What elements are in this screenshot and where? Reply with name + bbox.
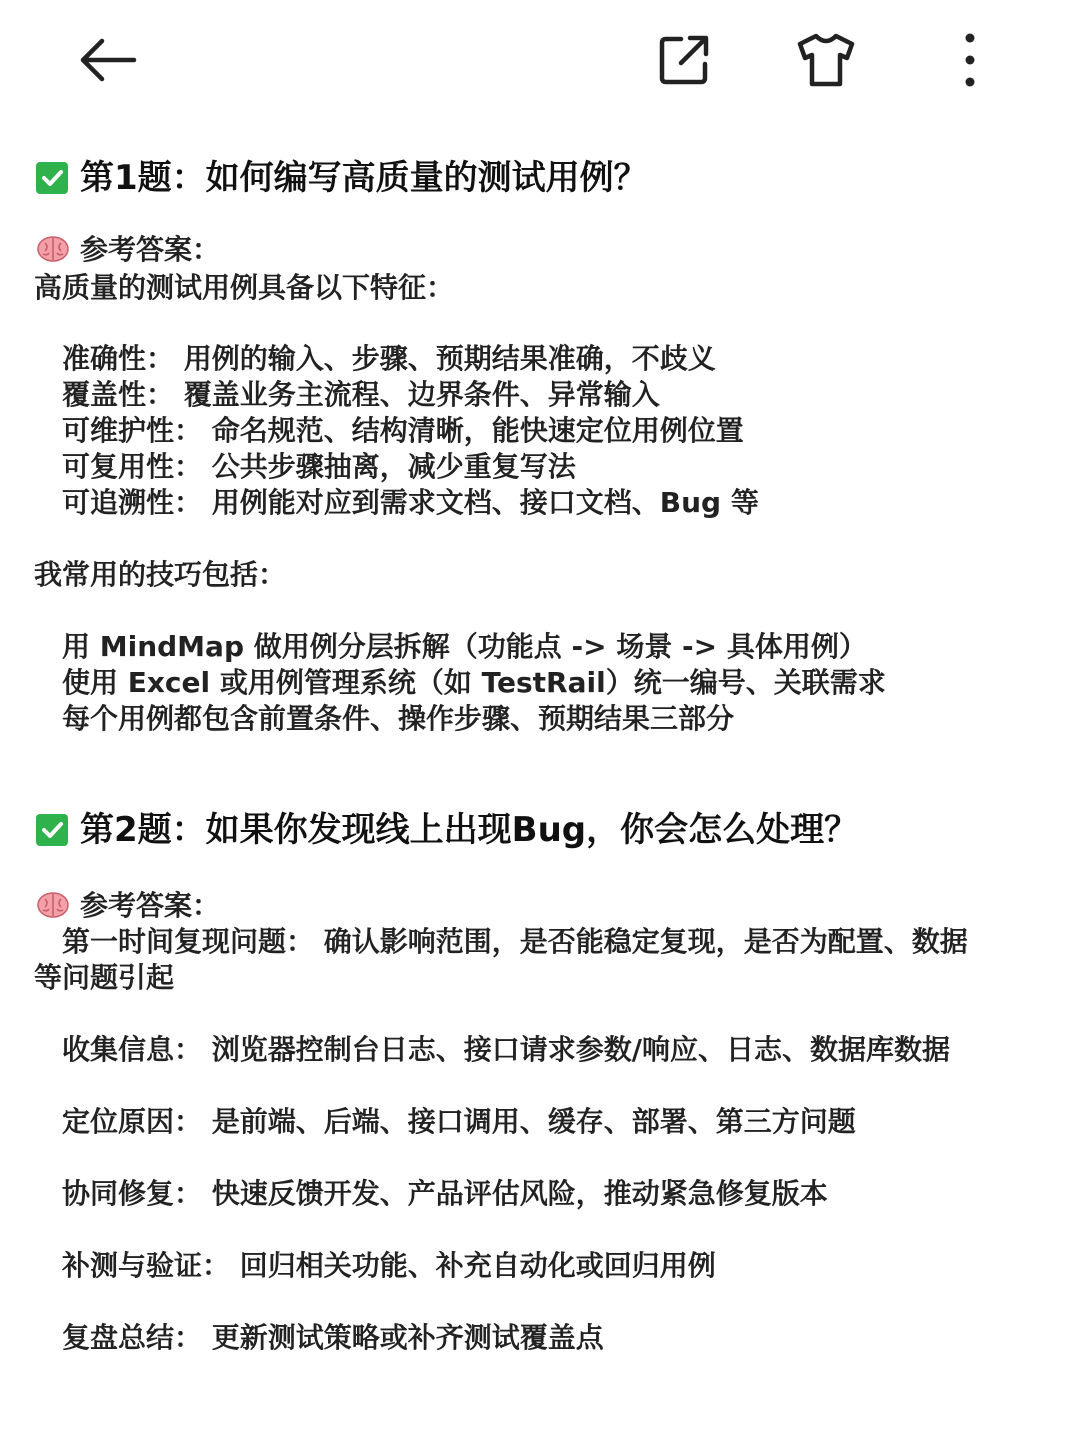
q2-first-step-cont: 等问题引起 xyxy=(34,961,175,994)
external-link-icon xyxy=(654,30,714,90)
q1-feature: 可追溯性： 用例能对应到需求文档、接口文档、Bug 等 xyxy=(62,486,759,519)
q1-intro: 高质量的测试用例具备以下特征： xyxy=(34,271,455,304)
q1-tip: 每个用例都包含前置条件、操作步骤、预期结果三部分 xyxy=(62,702,735,735)
more-options-button[interactable] xyxy=(938,28,1002,92)
q1-answer-label-row xyxy=(36,232,220,268)
q1-heading xyxy=(36,156,648,200)
top-toolbar xyxy=(0,0,1080,120)
brain-icon xyxy=(36,891,70,919)
shirt-icon xyxy=(794,30,858,90)
q1-tip: 用 MindMap 做用例分层拆解（功能点 -> 场景 -> 具体用例） xyxy=(62,630,867,663)
q2-step: 定位原因： 是前端、后端、接口调用、缓存、部署、第三方问题 xyxy=(62,1105,856,1138)
q2-step: 补测与验证： 回归相关功能、补充自动化或回归用例 xyxy=(62,1249,716,1282)
check-mark-icon xyxy=(36,162,68,194)
q1-feature: 可维护性： 命名规范、结构清晰，能快速定位用例位置 xyxy=(62,414,744,447)
q1-tips-intro: 我常用的技巧包括： xyxy=(34,558,287,591)
q1-feature: 准确性： 用例的输入、步骤、预期结果准确，不歧义 xyxy=(62,342,716,375)
more-vertical-icon xyxy=(960,30,980,90)
q2-answer-label: 参考答案： xyxy=(80,889,221,922)
arrow-left-icon xyxy=(76,28,140,92)
q1-tip: 使用 Excel 或用例管理系统（如 TestRail）统一编号、关联需求 xyxy=(62,666,886,699)
q2-step: 复盘总结： 更新测试策略或补齐测试覆盖点 xyxy=(62,1321,604,1354)
q1-feature: 可复用性： 公共步骤抽离，减少重复写法 xyxy=(62,450,576,483)
q2-answer-label-row xyxy=(36,888,220,924)
q2-first-step: 第一时间复现问题： 确认影响范围，是否能稳定复现，是否为配置、数据 xyxy=(62,925,968,958)
share-button[interactable] xyxy=(652,28,716,92)
q1-feature: 覆盖性： 覆盖业务主流程、边界条件、异常输入 xyxy=(62,378,660,411)
q2-title: 第2题：如果你发现线上出现Bug，你会怎么处理？ xyxy=(80,810,859,850)
q2-step: 协同修复： 快速反馈开发、产品评估风险，推动紧急修复版本 xyxy=(62,1177,828,1210)
brain-icon xyxy=(36,235,70,263)
q2-heading xyxy=(36,808,858,852)
q1-title: 第1题：如何编写高质量的测试用例？ xyxy=(80,158,648,198)
theme-button[interactable] xyxy=(794,28,858,92)
back-button[interactable] xyxy=(76,28,140,92)
q2-step: 收集信息： 浏览器控制台日志、接口请求参数/响应、日志、数据库数据 xyxy=(62,1033,950,1066)
q1-answer-label: 参考答案： xyxy=(80,233,221,266)
check-mark-icon xyxy=(36,814,68,846)
